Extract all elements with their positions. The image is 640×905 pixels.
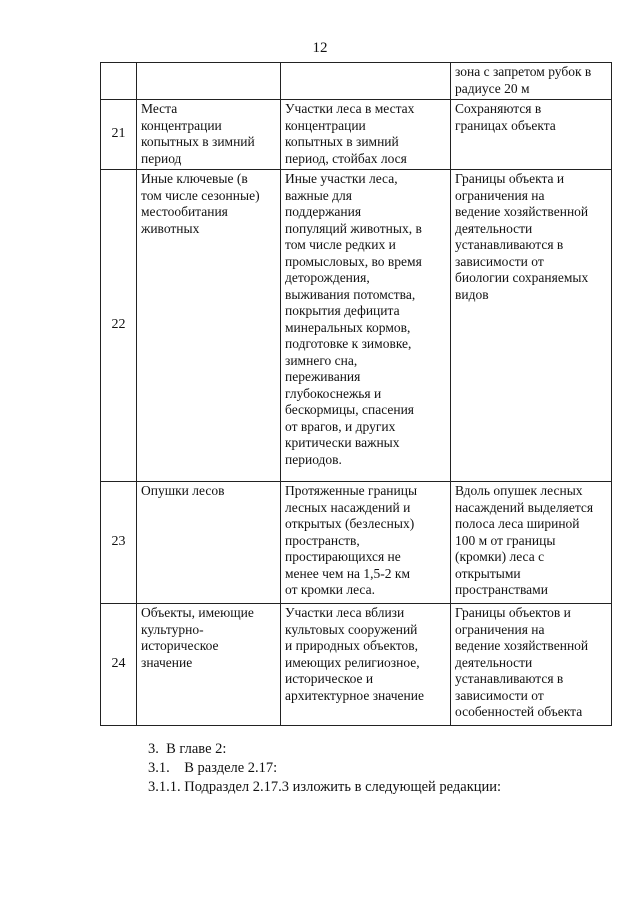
table-row (101, 63, 612, 100)
regime-cell: Вдоль опушек лесных насаждений выделяется полоса леса шириной 100 м от границы (кромки) леса с открытыми пространствами (451, 482, 612, 604)
criteria-cell (281, 63, 451, 100)
page-number: 12 (312, 40, 328, 56)
row-number (101, 63, 137, 100)
table-row (101, 604, 612, 726)
object-name-cell: Объекты, имеющие культурно- историческое значение (137, 604, 281, 726)
regime-cell: Сохраняются в границах объекта (451, 100, 612, 170)
regime-cell: Границы объекта и ограничения на ведение хозяйственной деятельности устанавливаются в зависимости от биологии сохраняемых видов (451, 170, 612, 482)
criteria-cell: Иные участки леса, важные для поддержания популяций животных, в том числе редких и промысловых, во время деторождения, выживания потомства, покрытия дефицита минеральных кормов, подготовке к зимовке, зимнего сна, переживания глубокоснежья и бескормицы, спасения от врагов, и других критически важных периодов. (281, 170, 451, 482)
row-number: 21 (101, 100, 137, 170)
object-name-cell: Опушки лесов (137, 482, 281, 604)
object-name-cell: Иные ключевые (в том числе сезонные) местообитания животных (137, 170, 281, 482)
table-row (101, 482, 612, 604)
table-row (101, 170, 612, 482)
criteria-cell: Протяженные границы лесных насаждений и открытых (безлесных) пространств, простирающихся не менее чем на 1,5-2 км от кромки леса. (281, 482, 451, 604)
criteria-cell: Участки леса в местах концентрации копытных в зимний период, стойбах лося (281, 100, 451, 170)
table-row (101, 100, 612, 170)
row-number: 23 (101, 482, 137, 604)
amendment-line: 3. В главе 2: (148, 741, 227, 757)
object-name-cell (137, 63, 281, 100)
row-number: 24 (101, 604, 137, 726)
row-number: 22 (101, 170, 137, 482)
amendment-line: 3.1. В разделе 2.17: (148, 760, 278, 776)
regime-cell: зона с запретом рубок в радиусе 20 м (451, 63, 612, 100)
document-table (100, 62, 612, 726)
amendment-text (148, 740, 501, 797)
regime-cell: Границы объектов и ограничения на ведение хозяйственной деятельности устанавливаются в зависимости от особенностей объекта (451, 604, 612, 726)
amendment-line: 3.1.1. Подраздел 2.17.3 изложить в следующей редакции: (148, 779, 502, 795)
criteria-cell: Участки леса вблизи культовых сооружений и природных объектов, имеющих религиозное, историческое и архитектурное значение (281, 604, 451, 726)
object-name-cell: Места концентрации копытных в зимний период (137, 100, 281, 170)
